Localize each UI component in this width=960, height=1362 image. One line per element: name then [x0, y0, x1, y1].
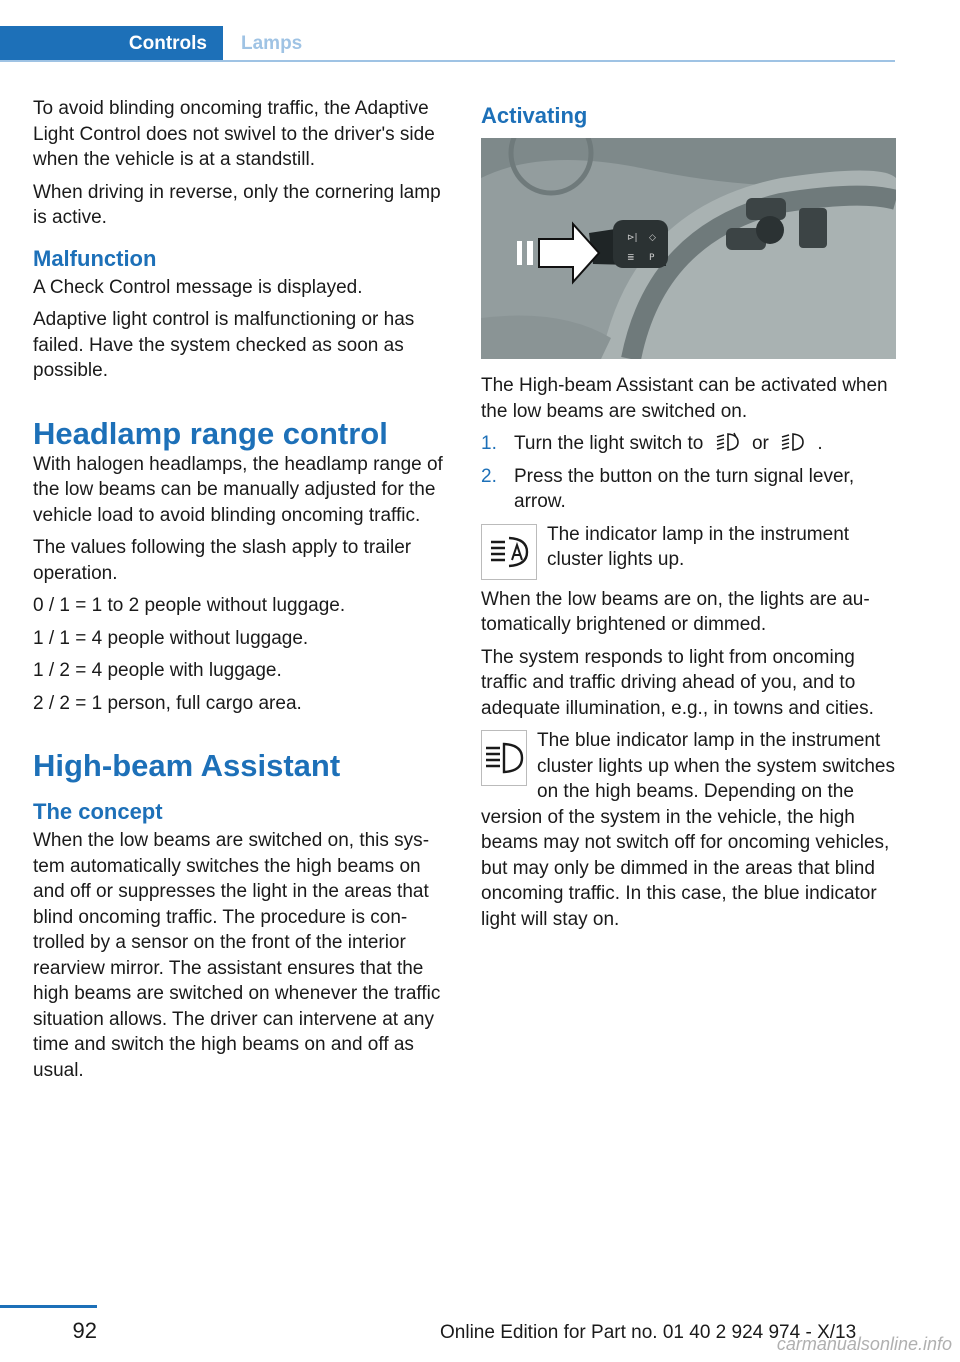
low-beam-auto-icon: [715, 431, 741, 453]
concept-heading: The concept: [33, 799, 163, 824]
step-2-text: Press the button on the turn signal lever, arrow.: [514, 465, 855, 512]
stalk-label-top: ⊳|: [627, 233, 638, 243]
headlamp-setting-0-1: 0 / 1 = 1 to 2 people without luggage.: [33, 595, 346, 616]
headlamp-paragraph-1: With halogen headlamps, the headlamp range of the low beams can be manually adjusted for the vehicle load to avoid blinding oncoming traffic.: [33, 453, 443, 526]
right-paragraph-2: The system responds to light from oncoming traffic and traffic driving ahead of you, and to adequate illumination, e.g., in towns and cities.: [481, 646, 874, 719]
step-1-text-end: .: [817, 433, 823, 454]
header-divider: [0, 60, 895, 62]
activating-intro: The High-beam Assistant can be activated when the low beams are switched on.: [481, 375, 888, 422]
activation-steps: [481, 431, 896, 515]
step-1-number: 1.: [481, 433, 497, 454]
headlamp-setting-1-1: 1 / 1 = 4 people without luggage.: [33, 627, 309, 649]
watermark: carmanualsonline.info: [776, 1334, 952, 1354]
high-beam-heading: High-beam Assistant: [33, 748, 341, 783]
low-beam-icon: [780, 431, 806, 453]
section-tab-controls[interactable]: Controls: [0, 26, 223, 61]
blue-indicator-note: [481, 728, 896, 932]
right-column: [481, 96, 896, 939]
step-1-text-or: or: [751, 433, 769, 454]
blue-indicator-text: The blue indicator lamp in the instrument cluster lights up when the system switches on the high beams. Depending on the version of the system in the vehicle, the high beams may not switch off for oncoming vehicles, but may only be dimmed in the areas that blind oncoming traffic. In this case, the blue indicator light will stay on.: [481, 730, 895, 930]
edition-note: Online Edition for Part no. 01 40 2 924 974 - X/13: [440, 1322, 857, 1343]
high-beam-assistant-indicator-icon: [481, 524, 537, 580]
headlamp-paragraph-2: The values following the slash apply to trailer operation.: [33, 537, 412, 584]
left-column: [33, 96, 448, 1090]
steering-wheel-photo: [481, 138, 896, 359]
concept-paragraph: When the low beams are switched on, this system automatically switches the high beams on and off or suppresses the light in the areas that blind oncoming traffic. The procedure is controlled by a sensor on the front of the interior rearview mirror. The assistant ensures that the high beams are switched on whenever the traffic situation allows. The driver can intervene at any time and switch the high beams on and off as usual.: [33, 830, 441, 1081]
headlamp-setting-1-2: 1 / 2 = 4 people with luggage.: [33, 660, 282, 681]
indicator-lamp-text: The indicator lamp in the instrument cluster lights up.: [547, 523, 850, 570]
right-paragraph-1: When the low beams are on, the lights are automatically brightened or dimmed.: [481, 588, 870, 635]
step-1: [481, 431, 896, 457]
stalk-label-bottom: ≣: [627, 253, 635, 263]
footer-divider: [0, 1305, 97, 1308]
intro-paragraph-2: When driving in reverse, only the cornering lamp is active.: [33, 181, 441, 228]
stalk-label-right-top: ◇: [649, 233, 656, 243]
steering-wheel-illustration: [481, 138, 896, 359]
step-2-number: 2.: [481, 465, 497, 487]
malfunction-paragraph-2: Adaptive light control is malfunctioning or has failed. Have the system checked as soon as possible.: [33, 309, 415, 381]
malfunction-heading: Malfunction: [33, 245, 157, 271]
headlamp-range-heading: Headlamp range control: [33, 415, 388, 451]
malfunction-paragraph-1: A Check Control message is displayed.: [33, 276, 363, 298]
activating-heading: Activating: [481, 103, 588, 128]
intro-paragraph-1: To avoid blinding oncoming traffic, the Adaptive Light Control does not swivel to the driver's side when the vehicle is at a standstill.: [33, 98, 435, 170]
step-2: [481, 464, 896, 515]
section-tab-lamps[interactable]: Lamps: [241, 32, 303, 54]
indicator-lamp-note: [481, 522, 896, 580]
step-1-text-start: Turn the light switch to: [514, 433, 704, 454]
stalk-label-right-bottom: P: [649, 253, 655, 263]
high-beam-indicator-icon: [481, 730, 527, 786]
page-number: 92: [72, 1318, 97, 1343]
page-header: [0, 0, 960, 62]
headlamp-setting-2-2: 2 / 2 = 1 person, full cargo area.: [33, 692, 302, 714]
